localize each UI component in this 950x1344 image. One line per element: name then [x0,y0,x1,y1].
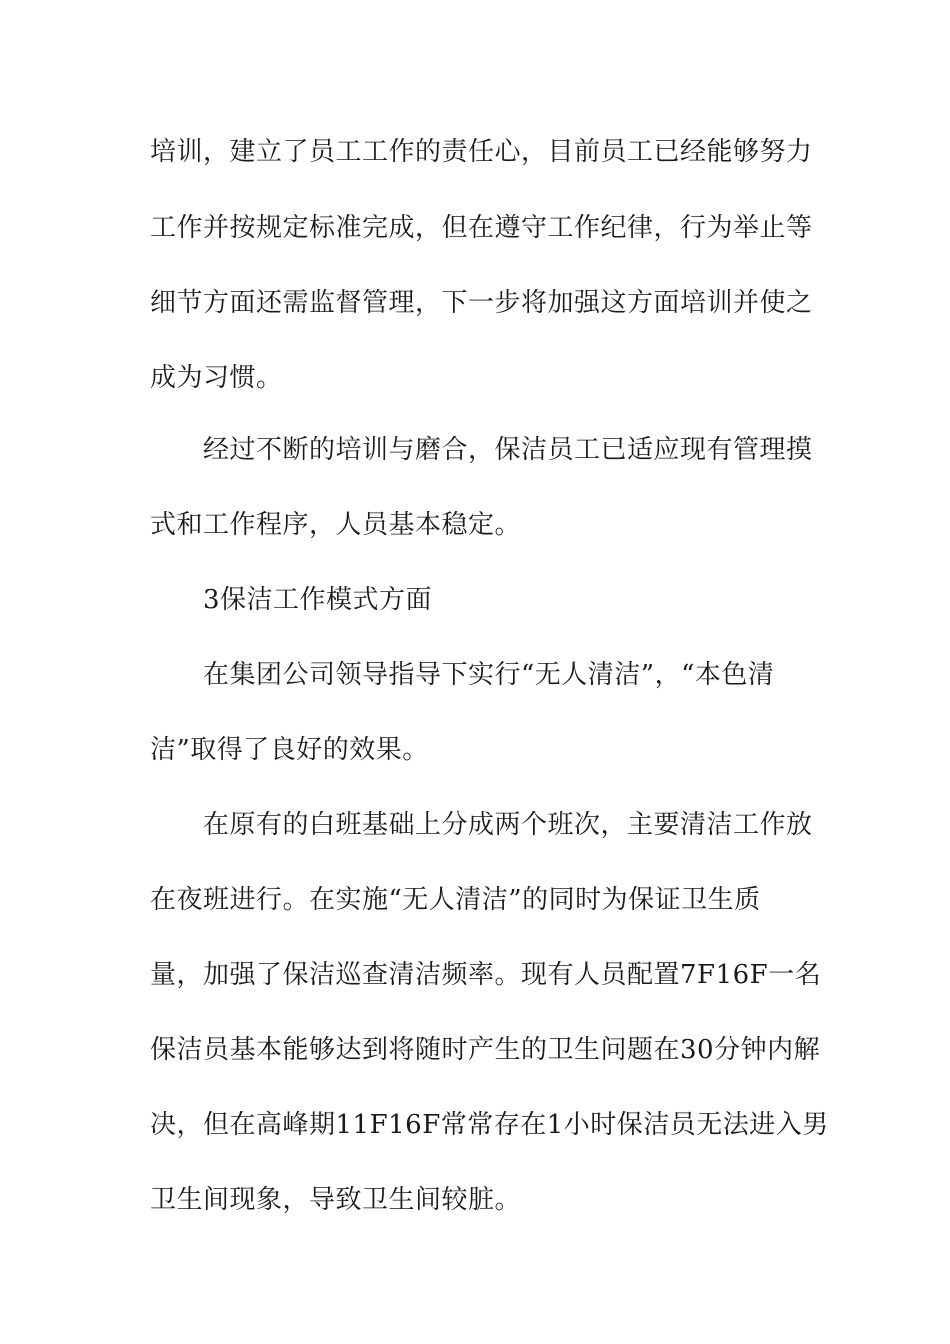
paragraph-line: 卫生间现象，导致卫生间较脏。 [150,1185,522,1215]
paragraph-line: 保洁员基本能够达到将随时产生的卫生问题在30分钟内解 [150,1035,821,1065]
paragraph-line: 细节方面还需监督管理，下一步将加强这方面培训并使之 [150,288,813,318]
paragraph-line: 决，但在高峰期11F16F常常存在1小时保洁员无法进入男 [150,1110,829,1140]
paragraph-line: 工作并按规定标准完成，但在遵守工作纪律，行为举止等 [150,213,813,243]
paragraph-line: 在夜班进行。在实施“无人清洁”的同时为保证卫生质 [150,885,761,915]
paragraph-line: 在集团公司领导指导下实行“无人清洁”，“本色清 [203,660,775,690]
section-heading: 3保洁工作模式方面 [203,585,433,615]
paragraph-line: 培训，建立了员工工作的责任心，目前员工已经能够努力 [150,137,813,167]
paragraph-line: 成为习惯。 [150,363,283,393]
paragraph-line: 洁”取得了良好的效果。 [150,735,429,765]
paragraph-line: 式和工作程序，人员基本稳定。 [150,510,522,540]
paragraph-line: 在原有的白班基础上分成两个班次，主要清洁工作放 [203,810,813,840]
paragraph-line: 量，加强了保洁巡查清洁频率。现有人员配置7F16F一名 [150,960,822,990]
paragraph-line: 经过不断的培训与磨合，保洁员工已适应现有管理摸 [203,435,813,465]
